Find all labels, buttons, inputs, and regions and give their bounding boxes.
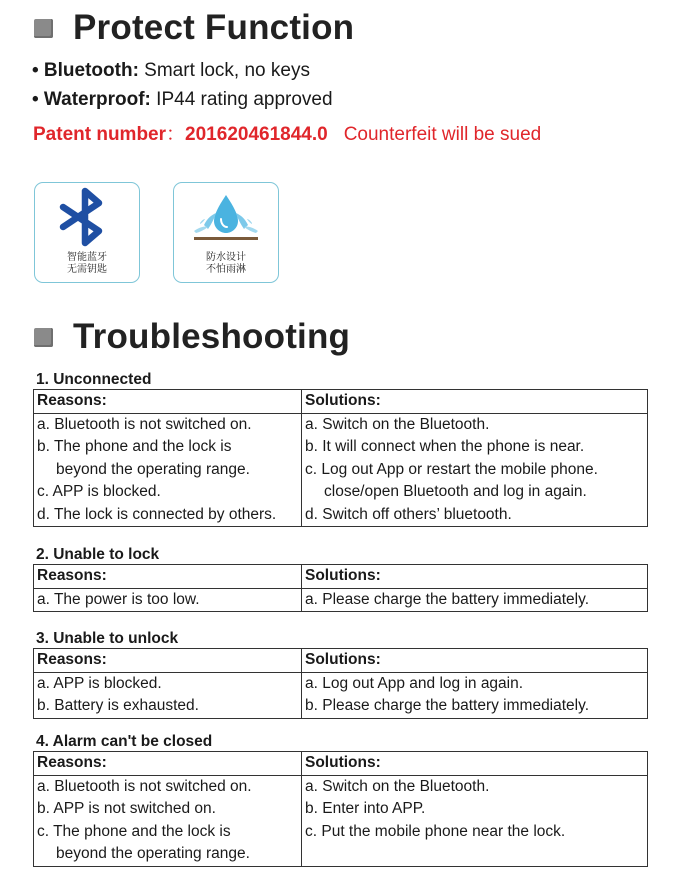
table-header-row bbox=[34, 390, 648, 414]
bluetooth-feature-card bbox=[34, 182, 140, 283]
solution-line: b. Please charge the battery immediately. bbox=[305, 697, 590, 714]
title-bullet-square-icon bbox=[34, 328, 53, 347]
reason-line: a. Bluetooth is not switched on. bbox=[37, 415, 252, 433]
troubleshoot-table bbox=[33, 564, 648, 612]
bluetooth-card-caption bbox=[35, 252, 139, 276]
bluetooth-caption-line-2: 无需钥匙 bbox=[67, 264, 107, 275]
solution-line: a. Switch on the Bluetooth. bbox=[305, 415, 490, 433]
protect-function-title-text: Protect Function bbox=[73, 8, 355, 47]
reason-line: a. Bluetooth is not switched on. bbox=[37, 777, 252, 795]
section-heading: 3. Unable to unlock bbox=[36, 630, 179, 647]
reasons-cell bbox=[34, 775, 302, 866]
section-heading: 4. Alarm can't be closed bbox=[36, 733, 213, 750]
bluetooth-caption-line-1: 智能蓝牙 bbox=[67, 252, 107, 263]
table-row bbox=[34, 413, 648, 527]
water-splash-icon bbox=[174, 183, 278, 249]
reasons-cell bbox=[34, 672, 302, 718]
solutions-cell bbox=[302, 775, 648, 866]
patent-line bbox=[33, 119, 541, 146]
solutions-cell bbox=[302, 672, 648, 718]
reason-line: b. Battery is exhausted. bbox=[37, 697, 199, 714]
reason-line: b. The phone and the lock is bbox=[37, 438, 232, 455]
reasons-cell bbox=[34, 413, 302, 527]
troubleshooting-title-text: Troubleshooting bbox=[73, 317, 351, 356]
waterproof-caption-line-1: 防水设计 bbox=[206, 252, 246, 263]
solution-line: a. Log out App and log in again. bbox=[305, 674, 524, 692]
patent-number: 201620461844.0 bbox=[185, 124, 328, 145]
feature-waterproof-text: IP44 rating approved bbox=[150, 89, 333, 110]
troubleshoot-table bbox=[33, 751, 648, 867]
title-bullet-square-icon bbox=[34, 19, 53, 38]
reason-line: b. APP is not switched on. bbox=[37, 800, 216, 817]
feature-waterproof-label: • Waterproof: bbox=[32, 89, 151, 110]
bluetooth-icon bbox=[35, 185, 139, 249]
protect-function-title bbox=[34, 8, 354, 48]
section-heading: 2. Unable to lock bbox=[36, 546, 160, 563]
table-row bbox=[34, 672, 648, 718]
reason-line: d. The lock is connected by others. bbox=[37, 505, 277, 523]
patent-warning: Counterfeit will be sued bbox=[343, 124, 542, 145]
troubleshoot-section-unconnected bbox=[33, 371, 647, 527]
waterproof-caption-line-2: 不怕雨淋 bbox=[206, 264, 246, 275]
reason-line: a. APP is blocked. bbox=[37, 674, 162, 692]
section-heading: 1. Unconnected bbox=[36, 371, 152, 388]
solution-line: d. Switch off others’ bluetooth. bbox=[305, 505, 512, 523]
troubleshooting-title bbox=[34, 317, 350, 357]
solution-line: c. Log out App or restart the mobile phone. bbox=[305, 460, 598, 478]
feature-bluetooth-text: Smart lock, no keys bbox=[138, 60, 310, 81]
troubleshoot-table bbox=[33, 389, 648, 527]
solution-line: close/open Bluetooth and log in again. bbox=[324, 483, 587, 500]
reason-line: a. The power is too low. bbox=[37, 590, 200, 608]
solutions-header: Solutions: bbox=[302, 390, 648, 414]
reasons-header: Reasons: bbox=[34, 390, 302, 414]
feature-bluetooth-label: • Bluetooth: bbox=[32, 60, 139, 81]
table-row bbox=[34, 588, 648, 612]
feature-bluetooth bbox=[32, 60, 310, 82]
waterproof-card-caption bbox=[174, 252, 278, 276]
solutions-header: Solutions: bbox=[302, 752, 648, 776]
feature-waterproof bbox=[32, 89, 333, 111]
table-header-row bbox=[34, 649, 648, 673]
troubleshoot-section-unable-to-lock bbox=[33, 546, 647, 612]
patent-colon: ： bbox=[166, 124, 186, 145]
solution-line: b. Enter into APP. bbox=[305, 800, 426, 817]
solutions-header: Solutions: bbox=[302, 649, 648, 673]
reason-line: beyond the operating range. bbox=[56, 460, 250, 478]
solution-line: c. Put the mobile phone near the lock. bbox=[305, 822, 566, 840]
reason-line: beyond the operating range. bbox=[56, 845, 250, 862]
reasons-header: Reasons: bbox=[34, 565, 302, 589]
reason-line: c. The phone and the lock is bbox=[37, 822, 231, 840]
reasons-cell bbox=[34, 588, 302, 612]
reasons-header: Reasons: bbox=[34, 752, 302, 776]
solutions-header: Solutions: bbox=[302, 565, 648, 589]
solutions-cell bbox=[302, 588, 648, 612]
solution-line: a. Switch on the Bluetooth. bbox=[305, 777, 490, 795]
troubleshoot-table bbox=[33, 648, 648, 719]
reason-line: c. APP is blocked. bbox=[37, 483, 161, 500]
patent-label: Patent number bbox=[33, 124, 167, 145]
solutions-cell bbox=[302, 413, 648, 527]
troubleshoot-section-unable-to-unlock bbox=[33, 630, 647, 719]
reasons-header: Reasons: bbox=[34, 649, 302, 673]
table-header-row bbox=[34, 752, 648, 776]
table-row bbox=[34, 775, 648, 866]
table-header-row bbox=[34, 565, 648, 589]
troubleshoot-section-alarm bbox=[33, 733, 647, 867]
waterproof-feature-card bbox=[173, 182, 279, 283]
solution-line: b. It will connect when the phone is near. bbox=[305, 438, 585, 455]
solution-line: a. Please charge the battery immediately. bbox=[305, 590, 590, 608]
